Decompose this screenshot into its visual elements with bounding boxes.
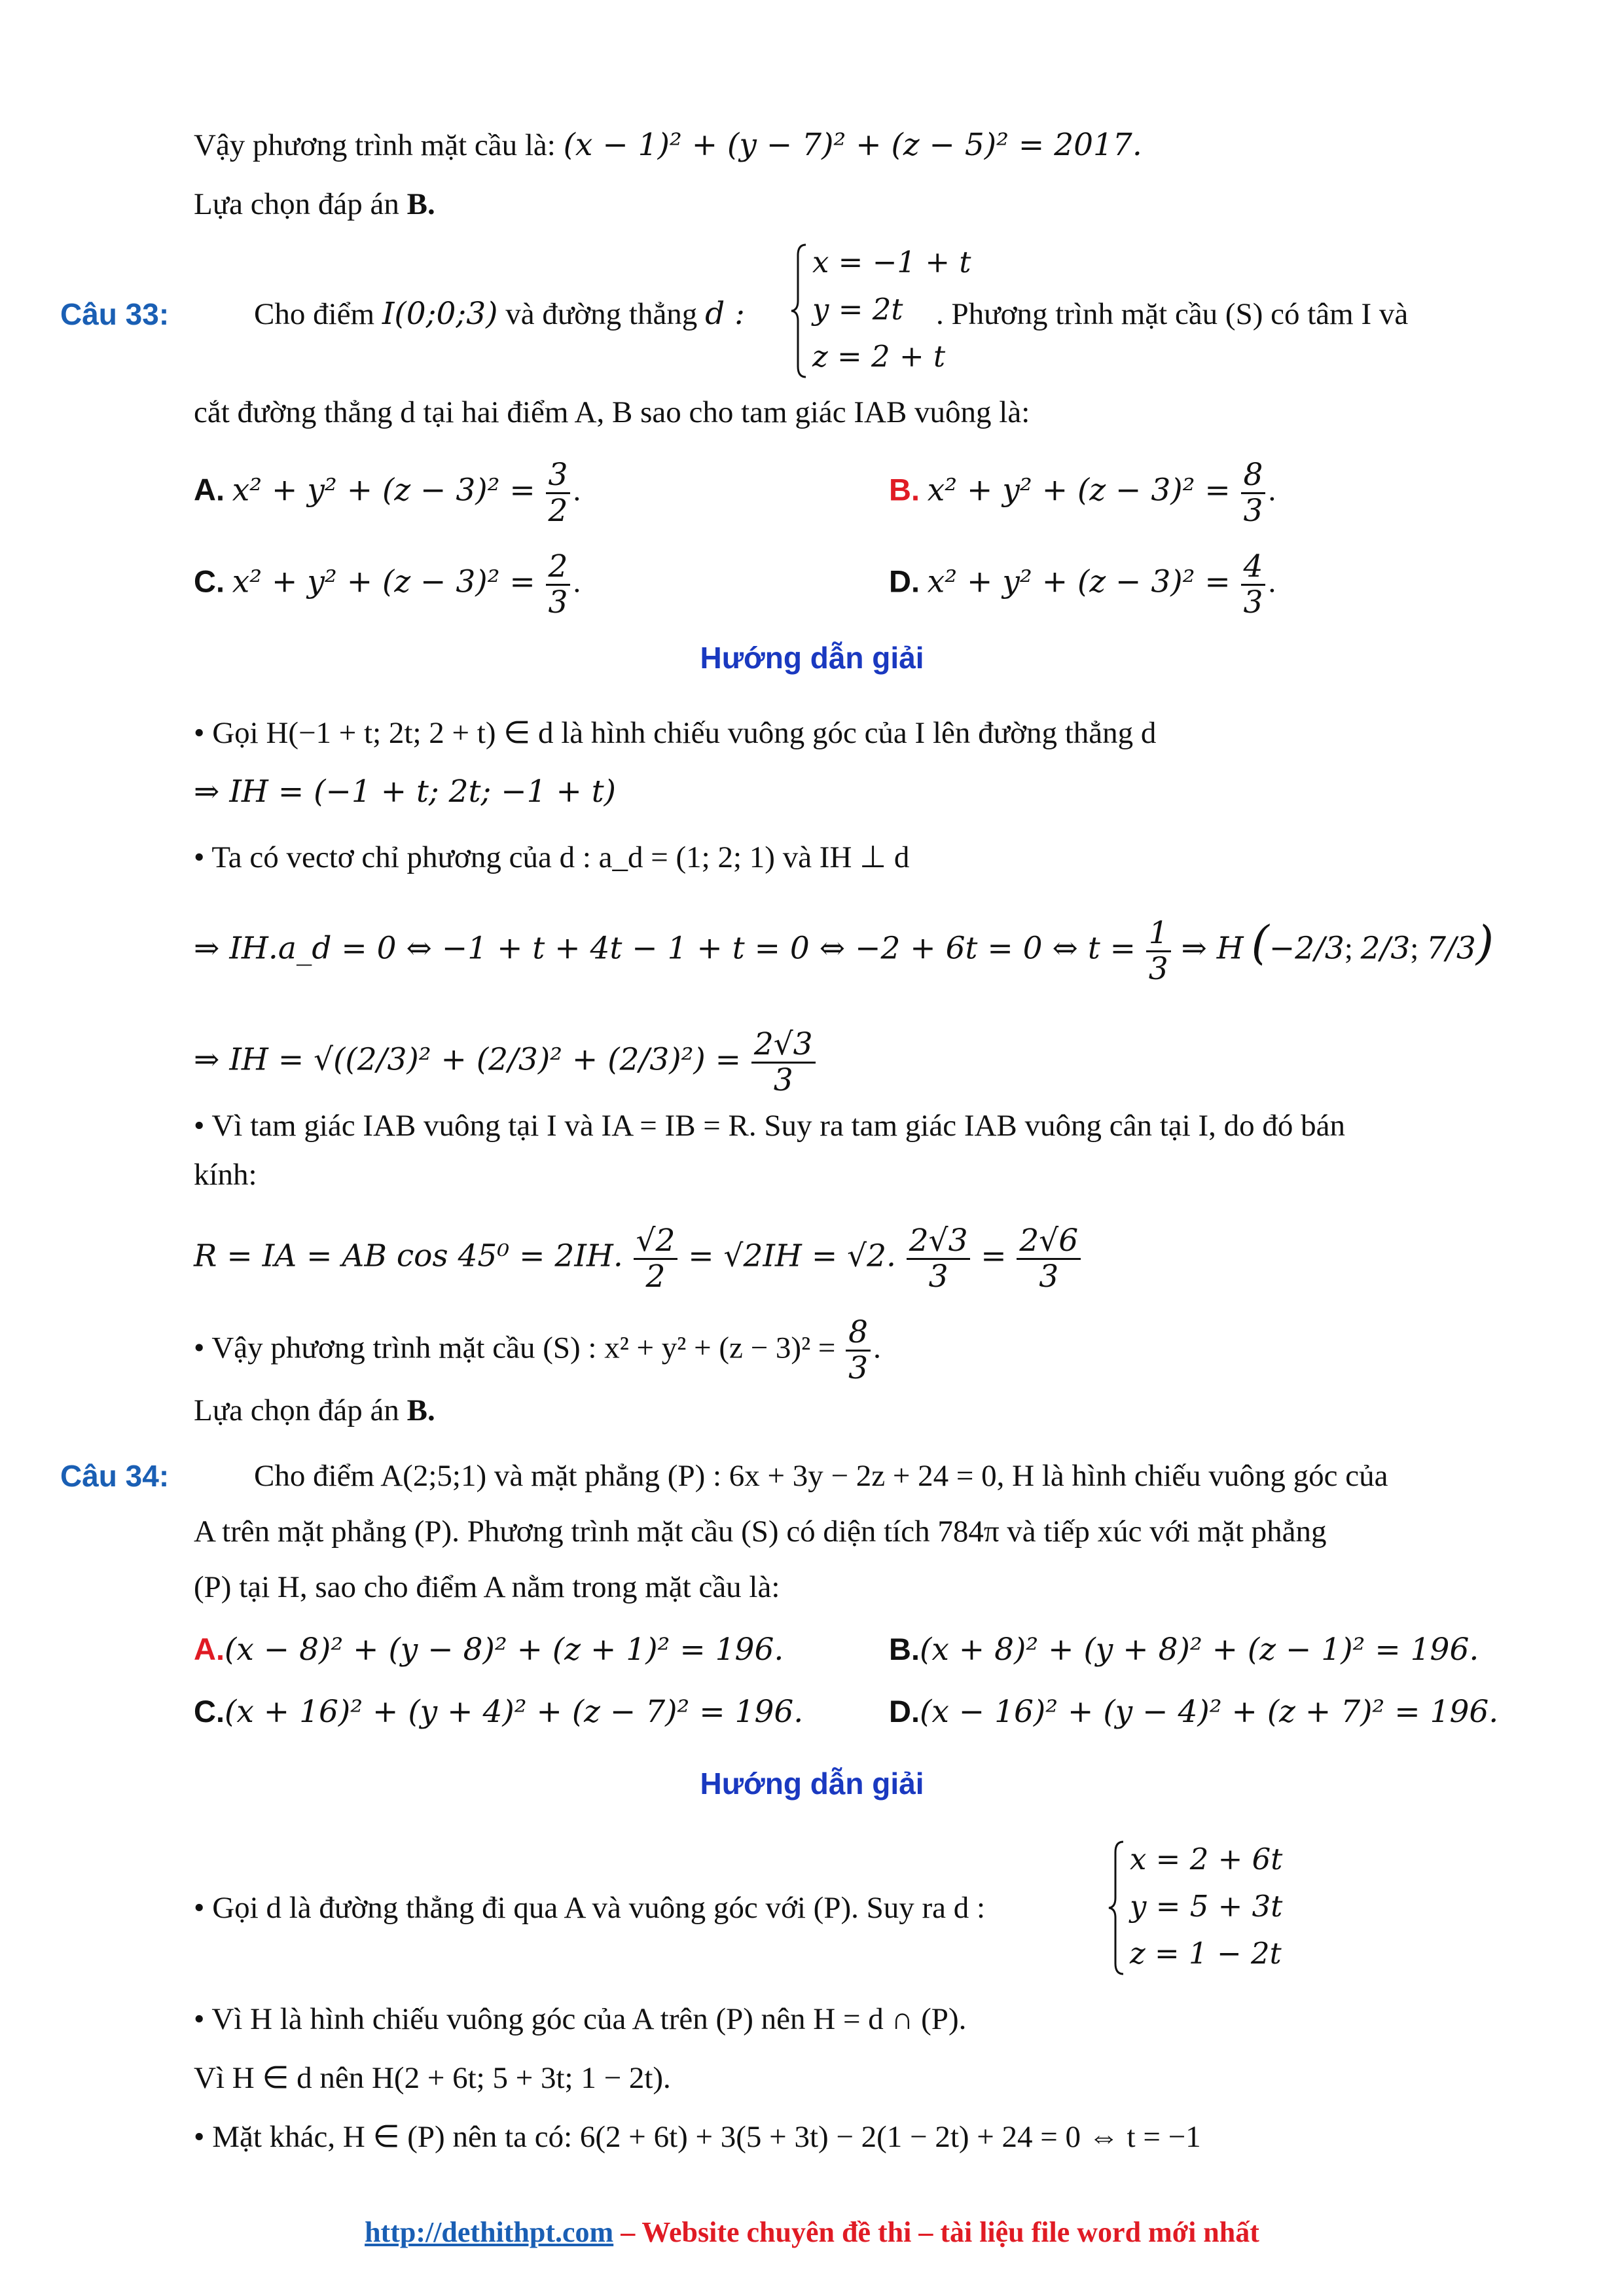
previous-sphere-equation: (x − 1)² + (y − 7)² + (z − 5)² = 2017. [563,127,1142,163]
q33-intro: Cho điểm I(0;0;3) và đường thẳng d : [254,296,745,332]
q33-option-c[interactable]: C. x² + y² + (z − 3)² = $\frac{2}{3}$ . [194,548,581,620]
brace-icon [789,242,808,380]
q34-step1: • Gọi d là đường thẳng đi qua A và vuông góc với (P). Suy ra d : [194,1891,986,1925]
q33-step1b: ⇒ IH = (−1 + t; 2t; −1 + t) [194,774,617,810]
q33-step7: • Vậy phương trình mặt cầu (S) : x² + y² + (z − 3)² = $\frac{8}{3}$ . [194,1314,881,1386]
q33-step4: ⇒ IH = √((2/3)² + (2/3)² + (2/3)²) = $\frac{2√3}{3}$ [194,1028,818,1098]
q33-step3: ⇒ IH.a_d = 0 ⇔ −1 + t + 4t − 1 + t = 0 ⇔ −2 + 6t = 0 ⇔ t = $\frac{1}{3}$ ⇒ H (−2/3; 2/3; 7/3) [194,915,1494,987]
q34-step2: • Vì H là hình chiếu vuông góc của A trên (P) nên H = d ∩ (P). [194,2002,967,2036]
question-34-label: Câu 34: [60,1459,170,1493]
page-footer [0,2215,1624,2249]
q33-option-a[interactable]: A. x² + y² + (z − 3)² = $\frac{3}{2}$ . [194,457,581,529]
website-link[interactable]: http://dethithpt.com [365,2216,614,2248]
q33-intro-end: . Phương trình mặt cầu (S) có tâm I và [936,297,1409,331]
q34-option-d[interactable]: D.(x − 16)² + (y − 4)² + (z + 7)² = 196. [889,1694,1499,1730]
brace-icon [1106,1839,1126,1977]
q34-solution-heading: Hướng dẫn giải [700,1767,924,1801]
q33-step6: R = IA = AB cos 45⁰ = 2IH. $\frac{√2}{2}$ = √2IH = √2. $\frac{2√3}{3}$ = $\frac{2√6}{3}$ [194,1224,1083,1294]
q33-solution-heading: Hướng dẫn giải [700,641,924,675]
q33-step2: • Ta có vectơ chỉ phương của d : a_d = (1; 2; 1) và IH ⊥ d [194,840,910,874]
q33-line2: cắt đường thẳng d tại hai điểm A, B sao cho tam giác IAB vuông là: [194,395,1030,429]
q34-step3: Vì H ∈ d nên H(2 + 6t; 5 + 3t; 1 − 2t). [194,2061,671,2095]
q33-step5a: • Vì tam giác IAB vuông tại I và IA = IB = R. Suy ra tam giác IAB vuông cân tại I, do đó bán [194,1109,1345,1143]
q33-step1a: • Gọi H(−1 + t; 2t; 2 + t) ∈ d là hình chiếu vuông góc của I lên đường thẳng d [194,716,1157,750]
q34-option-a[interactable]: A.(x − 8)² + (y − 8)² + (z + 1)² = 196. [194,1632,784,1668]
footer-tagline: – Website chuyên đề thi – tài liệu file word mới nhất [613,2216,1259,2248]
q33-option-b[interactable]: B. x² + y² + (z − 3)² = $\frac{8}{3}$ . [889,457,1276,529]
q34-line2: A trên mặt phẳng (P). Phương trình mặt cầu (S) có diện tích 784π và tiếp xúc với mặt phẳng [194,1515,1327,1549]
q33-step5b: kính: [194,1158,257,1192]
previous-conclusion: Vậy phương trình mặt cầu là: (x − 1)² + (y − 7)² + (z − 5)² = 2017. [194,127,1142,163]
q33-option-d[interactable]: D. x² + y² + (z − 3)² = $\frac{4}{3}$ . [889,548,1276,620]
question-33-label: Câu 33: [60,297,170,331]
q34-line3: (P) tại H, sao cho điểm A nằm trong mặt cầu là: [194,1570,780,1604]
q34-line1: Cho điểm A(2;5;1) và mặt phẳng (P) : 6x + 3y − 2z + 24 = 0, H là hình chiếu vuông góc của [254,1459,1388,1493]
q34-option-b[interactable]: B.(x + 8)² + (y + 8)² + (z − 1)² = 196. [889,1632,1479,1668]
q33-line-system: x = −1 + t y = 2t z = 2 + t [789,242,933,380]
q34-option-c[interactable]: C.(x + 16)² + (y + 4)² + (z − 7)² = 196. [194,1694,804,1730]
q34-step4: • Mặt khác, H ∈ (P) nên ta có: 6(2 + 6t) + 3(5 + 3t) − 2(1 − 2t) + 24 = 0 ⇔ t = −1 [194,2120,1201,2154]
q33-answer: Lựa chọn đáp án B. [194,1393,435,1427]
previous-answer: Lựa chọn đáp án B. [194,187,435,221]
q34-line-system: x = 2 + 6t y = 5 + 3t z = 1 − 2t [1106,1839,1276,1977]
